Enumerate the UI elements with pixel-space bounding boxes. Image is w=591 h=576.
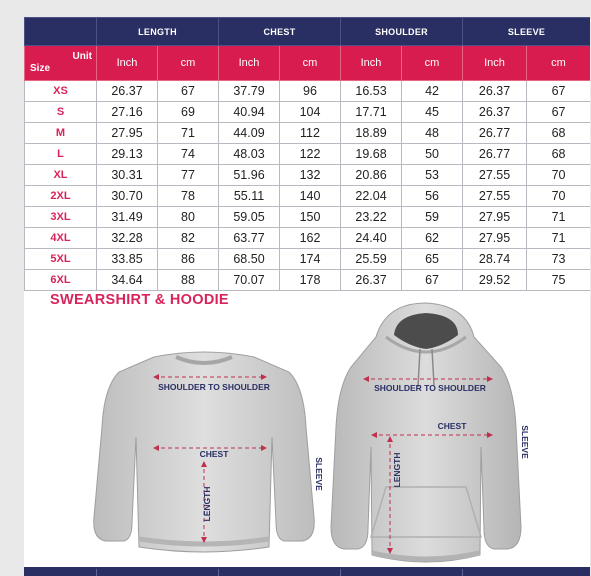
measurement-cell: 24.40 [341, 228, 402, 249]
table-row [25, 144, 591, 165]
measurement-cell: 33.85 [97, 249, 158, 270]
size-cell: S [25, 102, 97, 123]
measurement-cell: 70 [527, 186, 590, 207]
hoodie-length-label: LENGTH [392, 452, 402, 488]
size-cell: XL [25, 165, 97, 186]
measurement-cell: 26.37 [341, 270, 402, 291]
measurement-cell: 174 [280, 249, 341, 270]
measurement-cell: 19.68 [341, 144, 402, 165]
header-corner [25, 18, 97, 46]
measurement-cell: 68.50 [219, 249, 280, 270]
size-cell: 3XL [25, 207, 97, 228]
measurement-cell: 28.74 [463, 249, 527, 270]
size-cell: M [25, 123, 97, 144]
measurement-cell: 26.77 [463, 144, 527, 165]
sweatshirt-diagram [84, 317, 324, 576]
measurement-cell: 162 [280, 228, 341, 249]
measurement-cell: 63.77 [219, 228, 280, 249]
measurement-cell: 96 [280, 81, 341, 102]
diagram-title: SWEARSHIRT & HOODIE [50, 292, 229, 308]
measurement-cell: 51.96 [219, 165, 280, 186]
table-row [25, 81, 591, 102]
measurement-cell: 73 [527, 249, 590, 270]
sweatshirt-chest-label: CHEST [199, 449, 229, 459]
measurement-cell: 75 [527, 270, 590, 291]
measurement-cell: 70 [527, 165, 590, 186]
header-chest: CHEST [219, 18, 341, 46]
measurement-cell: 59 [402, 207, 463, 228]
unit-cell: cm [158, 46, 219, 81]
measurement-cell: 88 [158, 270, 219, 291]
size-cell: 6XL [25, 270, 97, 291]
table-row [25, 207, 591, 228]
measurement-cell: 32.28 [97, 228, 158, 249]
size-cell: 2XL [25, 186, 97, 207]
unit-cell: Inch [97, 46, 158, 81]
sweatshirt-length-label: LENGTH [202, 486, 212, 522]
table-row [25, 228, 591, 249]
measurement-cell: 30.70 [97, 186, 158, 207]
measurement-cell: 56 [402, 186, 463, 207]
unit-header-row [25, 46, 591, 81]
size-cell: XS [25, 81, 97, 102]
measurement-header-row [25, 18, 591, 46]
measurement-cell: 27.55 [463, 186, 527, 207]
table-row [25, 165, 591, 186]
measurement-cell: 74 [158, 144, 219, 165]
size-chart-card [24, 17, 590, 576]
measurement-cell: 17.71 [341, 102, 402, 123]
measurement-cell: 27.95 [463, 228, 527, 249]
measurement-cell: 34.64 [97, 270, 158, 291]
unit-cell: Inch [463, 46, 527, 81]
size-rows [25, 81, 591, 291]
measurement-cell: 26.77 [463, 123, 527, 144]
measurement-cell: 104 [280, 102, 341, 123]
measurement-cell: 65 [402, 249, 463, 270]
size-label: Size [30, 63, 51, 74]
measurement-cell: 45 [402, 102, 463, 123]
measurement-cell: 40.94 [219, 102, 280, 123]
measurement-cell: 71 [527, 207, 590, 228]
sweatshirt-shoulder-label: SHOULDER TO SHOULDER [158, 382, 270, 392]
hoodie-chest-label: CHEST [437, 421, 467, 431]
unit-size-corner [25, 46, 97, 81]
measurement-cell: 18.89 [341, 123, 402, 144]
measurement-cell: 26.37 [463, 81, 527, 102]
size-cell: L [25, 144, 97, 165]
unit-label: Unit [72, 51, 92, 62]
measurement-cell: 71 [158, 123, 219, 144]
size-cell: 5XL [25, 249, 97, 270]
measurement-cell: 31.49 [97, 207, 158, 228]
measurement-cell: 25.59 [341, 249, 402, 270]
measurement-cell: 82 [158, 228, 219, 249]
measurement-cell: 122 [280, 144, 341, 165]
measurement-cell: 69 [158, 102, 219, 123]
measurement-cell: 16.53 [341, 81, 402, 102]
measurement-cell: 22.04 [341, 186, 402, 207]
measurement-cell: 80 [158, 207, 219, 228]
table-row [25, 102, 591, 123]
unit-cell: Inch [219, 46, 280, 81]
measurement-cell: 42 [402, 81, 463, 102]
measurement-cell: 50 [402, 144, 463, 165]
measurement-cell: 150 [280, 207, 341, 228]
measurement-cell: 78 [158, 186, 219, 207]
measurement-cell: 29.13 [97, 144, 158, 165]
hoodie-diagram [316, 297, 536, 576]
header-sleeve: SLEEVE [463, 18, 590, 46]
measurement-cell: 67 [527, 81, 590, 102]
measurement-cell: 27.16 [97, 102, 158, 123]
sweatshirt-sleeve-label: SLEEVE [314, 457, 324, 491]
measurement-cell: 68 [527, 144, 590, 165]
measurement-cell: 27.95 [97, 123, 158, 144]
hoodie-shape [331, 303, 521, 562]
bottom-header-strip [24, 567, 590, 576]
measurement-cell: 30.31 [97, 165, 158, 186]
measurement-cell: 178 [280, 270, 341, 291]
header-shoulder: SHOULDER [341, 18, 463, 46]
measurement-cell: 26.37 [97, 81, 158, 102]
unit-cell: Inch [341, 46, 402, 81]
measurement-cell: 140 [280, 186, 341, 207]
measurement-cell: 55.11 [219, 186, 280, 207]
measurement-cell: 48 [402, 123, 463, 144]
table-row [25, 270, 591, 291]
header-length: LENGTH [97, 18, 219, 46]
measurement-cell: 112 [280, 123, 341, 144]
unit-cell: cm [527, 46, 590, 81]
measurement-cell: 86 [158, 249, 219, 270]
measurement-cell: 48.03 [219, 144, 280, 165]
hoodie-sleeve-label: SLEEVE [520, 425, 530, 459]
measurement-cell: 20.86 [341, 165, 402, 186]
measurement-cell: 68 [527, 123, 590, 144]
table-row [25, 249, 591, 270]
measurement-cell: 23.22 [341, 207, 402, 228]
measurement-cell: 67 [158, 81, 219, 102]
measurement-cell: 132 [280, 165, 341, 186]
size-chart-table [24, 17, 590, 291]
measurement-cell: 67 [527, 102, 590, 123]
table-row [25, 186, 591, 207]
unit-cell: cm [402, 46, 463, 81]
size-cell: 4XL [25, 228, 97, 249]
measurement-cell: 37.79 [219, 81, 280, 102]
measurement-cell: 26.37 [463, 102, 527, 123]
measurement-cell: 71 [527, 228, 590, 249]
measurement-cell: 67 [402, 270, 463, 291]
measurement-cell: 59.05 [219, 207, 280, 228]
measurement-cell: 44.09 [219, 123, 280, 144]
unit-cell: cm [280, 46, 341, 81]
measurement-cell: 62 [402, 228, 463, 249]
measurement-cell: 77 [158, 165, 219, 186]
measurement-cell: 27.95 [463, 207, 527, 228]
measurement-cell: 70.07 [219, 270, 280, 291]
measurement-cell: 27.55 [463, 165, 527, 186]
measurement-cell: 53 [402, 165, 463, 186]
measurement-cell: 29.52 [463, 270, 527, 291]
table-row [25, 123, 591, 144]
hoodie-shoulder-label: SHOULDER TO SHOULDER [374, 383, 486, 393]
